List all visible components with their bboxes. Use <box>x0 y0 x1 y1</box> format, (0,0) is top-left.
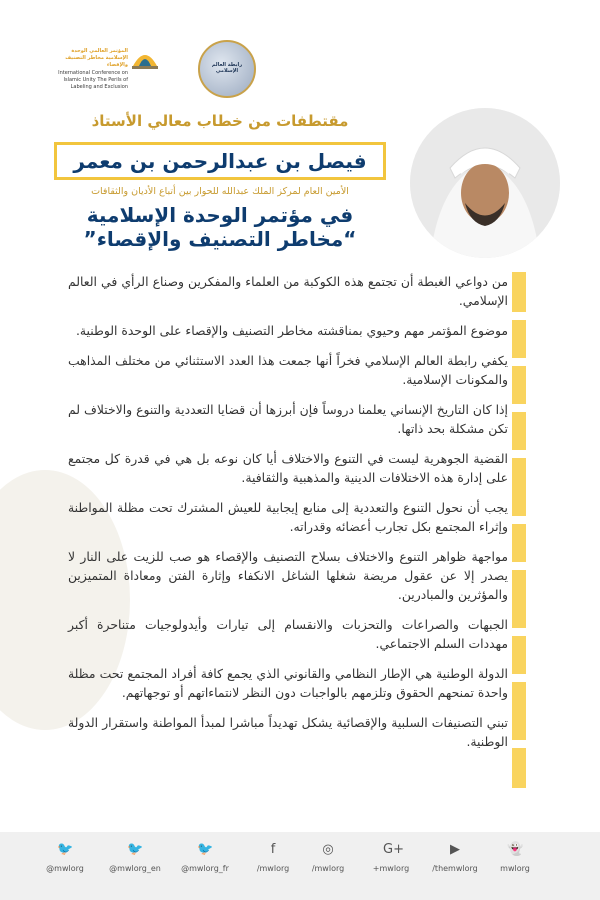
quotes-list <box>68 272 508 762</box>
speaker-name: فيصل بن عبدالرحمن بن معمر <box>73 149 367 173</box>
rail-segment <box>512 272 526 312</box>
social-google-plus[interactable] <box>356 842 426 873</box>
social-handle: @mwlorg_en <box>109 864 161 873</box>
social-handle: /themwlorg <box>432 864 478 873</box>
social-twitter-fr[interactable] <box>170 842 240 873</box>
quote-item <box>68 321 508 340</box>
rail-segment <box>512 682 526 740</box>
speaker-subtitle: الأمين العام لمركز الملك عبدالله للحوار بين أتباع الأديان والثقافات <box>91 186 349 197</box>
rail-segment <box>512 636 526 674</box>
social-handle: /mwlorg <box>256 864 290 873</box>
social-handle: mwlorg <box>500 864 530 873</box>
quote-item <box>68 498 508 536</box>
dome-icon <box>130 42 160 70</box>
quote-text: يكفي رابطة العالم الإسلامي فخراً أنها جمعت هذا العدد الاستثنائي من مختلف المذاهب والمكونات الإسلامية. <box>68 353 508 387</box>
quote-rail <box>512 272 526 808</box>
twitter-icon: 🐦 <box>57 842 74 857</box>
header-intro: مقتطفات من خطاب معالي الأستاذ <box>91 112 349 130</box>
quote-item <box>68 351 508 389</box>
twitter-icon: 🐦 <box>127 842 144 857</box>
social-facebook[interactable] <box>238 842 308 873</box>
social-handle: /mwlorg <box>311 864 345 873</box>
mwl-logo-label: رابطة العالم الإسلامي <box>211 62 243 74</box>
rail-segment <box>512 412 526 450</box>
quote-text: الجبهات والصراعات والتحزبات والانقسام إلى تيارات وأيدولوجيات متناحرة أكبر مهددات السلم الاجتماعي. <box>68 617 508 651</box>
rail-segment <box>512 320 526 358</box>
quote-text: تبني التصنيفات السلبية والإقصائية يشكل تهديداً مباشرا لمبدأ المواطنة واستقرار الدولة الوطنية. <box>68 715 508 749</box>
quote-item <box>68 615 508 653</box>
instagram-icon: ◎ <box>322 842 334 857</box>
conference-logo-text-ar: المؤتمر العالمي الوحدة الإسلامية مخاطر التصنيف والإقصاء <box>65 48 128 68</box>
rail-segment <box>512 524 526 562</box>
social-twitter-en[interactable] <box>100 842 170 873</box>
conference-title-line2: “مخاطر التصنيف والإقصاء” <box>83 227 357 251</box>
social-footer <box>0 832 600 900</box>
social-handle: @mwlorg <box>46 864 84 873</box>
header <box>50 112 390 251</box>
quote-text: مواجهة ظواهر التنوع والاختلاف بسلاح التصنيف والإقصاء هو صب للزيت على النار لا يصدر إلا عن عقول مريضة شغلها الشاغل الانكفاء وإثارة الفتن ومعاداة المتميزين والمؤثرين والمبادرين. <box>68 549 508 602</box>
youtube-icon: ▶ <box>450 842 460 857</box>
social-youtube[interactable] <box>420 842 490 873</box>
conference-title <box>50 203 390 251</box>
facebook-icon: f <box>270 842 276 857</box>
social-twitter[interactable] <box>30 842 100 873</box>
twitter-icon: 🐦 <box>197 842 214 857</box>
quote-item <box>68 713 508 751</box>
quote-text: من دواعي الغبطة أن تجتمع هذه الكوكبة من العلماء والمفكرين وصناع الرأي في العالم الإسلامي. <box>68 274 508 308</box>
quote-item <box>68 449 508 487</box>
rail-segment <box>512 570 526 628</box>
social-handle: @mwlorg_fr <box>181 864 229 873</box>
logos-area <box>50 40 260 100</box>
rail-segment <box>512 366 526 404</box>
conference-logo-text-en: International Conference on Islamic Unity The Perils of Labeling and Exclusion <box>58 70 128 90</box>
quote-item <box>68 272 508 310</box>
conference-title-line1: في مؤتمر الوحدة الإسلامية <box>86 203 354 227</box>
quote-text: الدولة الوطنية هي الإطار النظامي والقانوني الذي يجمع كافة أفراد المجتمع تحت مظلة واحدة تمنحهم الحقوق وتلزمهم بالواجبات دون النظر لانتماءاتهم أو توجهاتهم. <box>68 666 508 700</box>
quote-item <box>68 400 508 438</box>
speaker-portrait-image <box>410 108 560 258</box>
rail-segment <box>512 748 526 788</box>
mwl-logo <box>198 40 256 98</box>
conference-logo <box>50 40 160 95</box>
quote-text: يجب أن نحول التنوع والتعددية إلى منابع إيجابية للعيش المشترك تحت مظلة المواطنة وإثراء المجتمع بكل تجارب أعضائه وقدراته. <box>68 500 508 534</box>
speaker-name-box <box>54 142 385 180</box>
quote-text: إذا كان التاريخ الإنساني يعلمنا دروساً فإن أبرزها أن قضايا التعددية والتنوع والاختلاف لم تكن مشكلة بحد ذاتها. <box>68 402 508 436</box>
speaker-portrait <box>410 108 560 258</box>
quote-item <box>68 664 508 702</box>
quote-item <box>68 547 508 604</box>
google-plus-icon: G+ <box>383 842 404 857</box>
rail-segment <box>512 458 526 516</box>
quote-text: موضوع المؤتمر مهم وحيوي بمناقشته مخاطر التصنيف والإقصاء على الوحدة الوطنية. <box>75 323 508 338</box>
social-handle: +mwlorg <box>372 864 410 873</box>
social-snapchat[interactable] <box>480 842 550 873</box>
snapchat-icon: 👻 <box>507 842 524 857</box>
quote-text: القضية الجوهرية ليست في التنوع والاختلاف أيا كان نوعه بل هي في قدرة كل مجتمع على إدارة هذه الاختلافات الدينية والمذهبية والثقافية. <box>68 451 508 485</box>
